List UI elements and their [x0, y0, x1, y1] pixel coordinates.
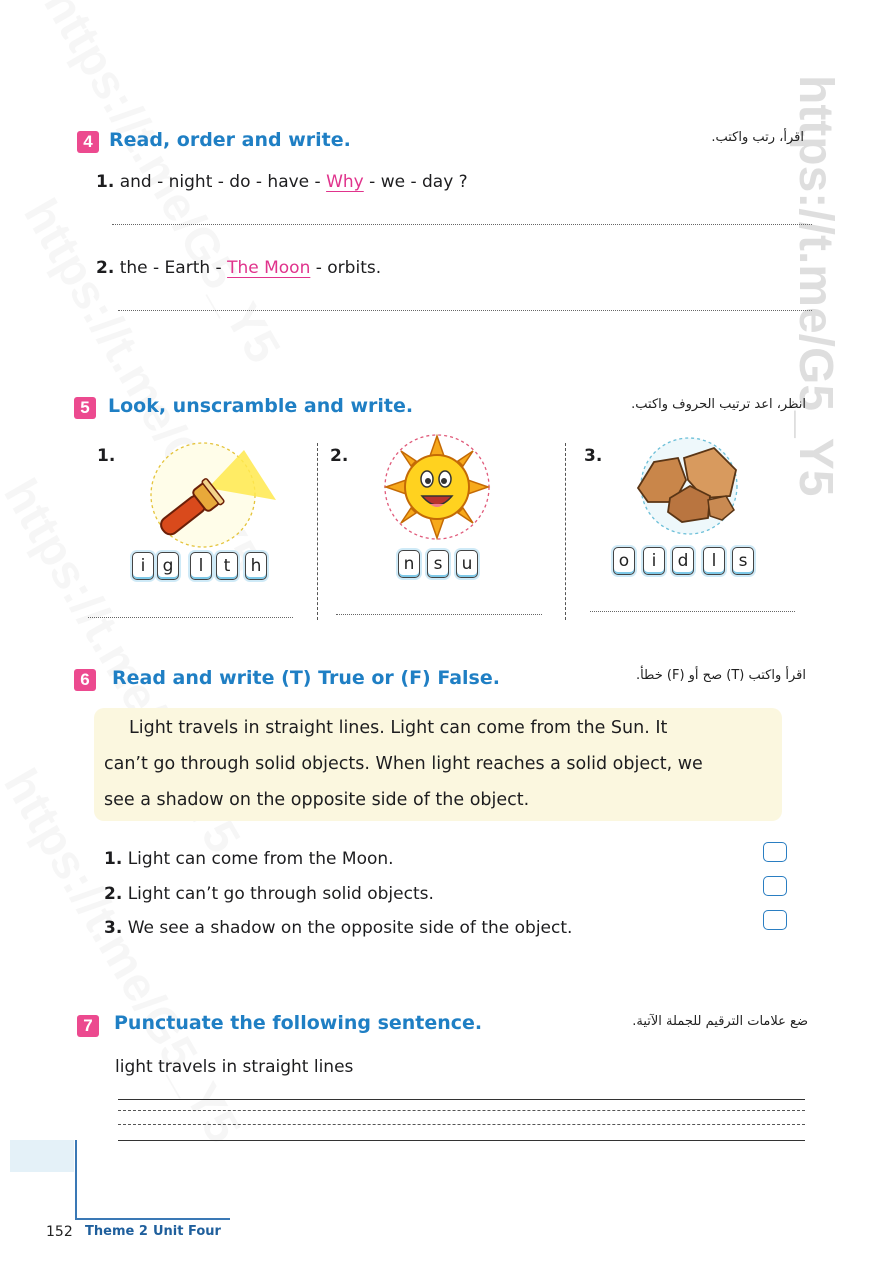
letter-tile: i [132, 552, 154, 580]
footer-tab-block [10, 1140, 74, 1172]
sun-icon [382, 432, 492, 542]
flashlight-icon [148, 440, 278, 550]
statement-1: 1. Light can come from the Moon. [104, 849, 394, 869]
letter-tile: t [216, 552, 238, 580]
letter-tile: o [613, 547, 635, 575]
exercise-5-arabic-instruction: انظر، اعد ترتيب الحروف واكتب. [631, 397, 806, 412]
answer-line-5-3[interactable] [590, 611, 795, 612]
statement-3: 3. We see a shadow on the opposite side of the object. [104, 918, 573, 938]
footer-vertical-rule [75, 1140, 77, 1220]
answer-line-5-1[interactable] [88, 617, 293, 618]
passage-line-1: Light travels in straight lines. Light can come from the Sun. It [129, 718, 668, 738]
statement-2: 2. Light can’t go through solid objects. [104, 884, 434, 904]
exercise-5-title: Look, unscramble and write. [108, 395, 414, 417]
column-divider [317, 443, 318, 620]
true-false-box-2[interactable] [763, 876, 787, 896]
exercise-4-title: Read, order and write. [109, 129, 351, 151]
writing-line-mid[interactable] [118, 1110, 805, 1111]
true-false-box-1[interactable] [763, 842, 787, 862]
letter-tile: s [732, 547, 754, 575]
exercise-5-item-3-number: 3. [584, 446, 603, 466]
exercise-4-badge: 4 [77, 131, 99, 153]
exercise-7-arabic-instruction: ضع علامات الترقيم للجملة الآتية. [632, 1014, 808, 1029]
page-number: 152 [46, 1224, 73, 1240]
letter-tile: l [190, 552, 212, 580]
letter-tile: s [427, 550, 449, 578]
exercise-5-item-1-number: 1. [97, 446, 116, 466]
footer-theme: Theme 2 [85, 1224, 148, 1239]
letter-tile: h [245, 552, 267, 580]
answer-line-5-2[interactable] [336, 614, 542, 615]
writing-line-top[interactable] [118, 1099, 805, 1100]
true-false-box-3[interactable] [763, 910, 787, 930]
exercise-4-item-2: 2. the - Earth - The Moon - orbits. [96, 258, 382, 278]
column-divider [565, 443, 566, 620]
passage-line-3: see a shadow on the opposite side of the object. [104, 790, 530, 810]
passage-line-2: can’t go through solid objects. When light reaches a solid object, we [104, 754, 703, 774]
letter-tile: u [456, 550, 478, 578]
sentence-to-punctuate: light travels in straight lines [115, 1057, 354, 1077]
exercise-4-arabic-instruction: اقرأ، رتب واكتب. [711, 130, 804, 145]
exercise-6-arabic-instruction: اقرأ واكتب (T) صح أو (F) خطأ. [635, 668, 806, 683]
exercise-6-title: Read and write (T) True or (F) False. [112, 667, 500, 689]
exercise-5-item-2-number: 2. [330, 446, 349, 466]
writing-line-lower[interactable] [118, 1124, 805, 1125]
exercise-4-item-1: 1. and - night - do - have - Why - we - day ? [96, 172, 468, 192]
highlight-word: The Moon [227, 258, 311, 278]
exercise-6-badge: 6 [74, 669, 96, 691]
highlight-word: Why [326, 172, 364, 192]
letter-tile: l [703, 547, 725, 575]
exercise-7-title: Punctuate the following sentence. [114, 1012, 483, 1034]
answer-line-4-1[interactable] [112, 224, 812, 225]
footer-unit: Unit Four [153, 1224, 221, 1239]
footer-horizontal-rule [75, 1218, 230, 1220]
letter-tile: d [672, 547, 694, 575]
exercise-7-badge: 7 [77, 1015, 99, 1037]
letter-tile: g [157, 552, 179, 580]
watermark-vertical: https://t.me/G5_Y5 [789, 75, 842, 497]
writing-line-bottom[interactable] [118, 1140, 805, 1141]
letter-tile: i [643, 547, 665, 575]
answer-line-4-2[interactable] [118, 310, 812, 311]
exercise-5-badge: 5 [74, 397, 96, 419]
rocks-icon [630, 436, 748, 536]
letter-tile: n [398, 550, 420, 578]
